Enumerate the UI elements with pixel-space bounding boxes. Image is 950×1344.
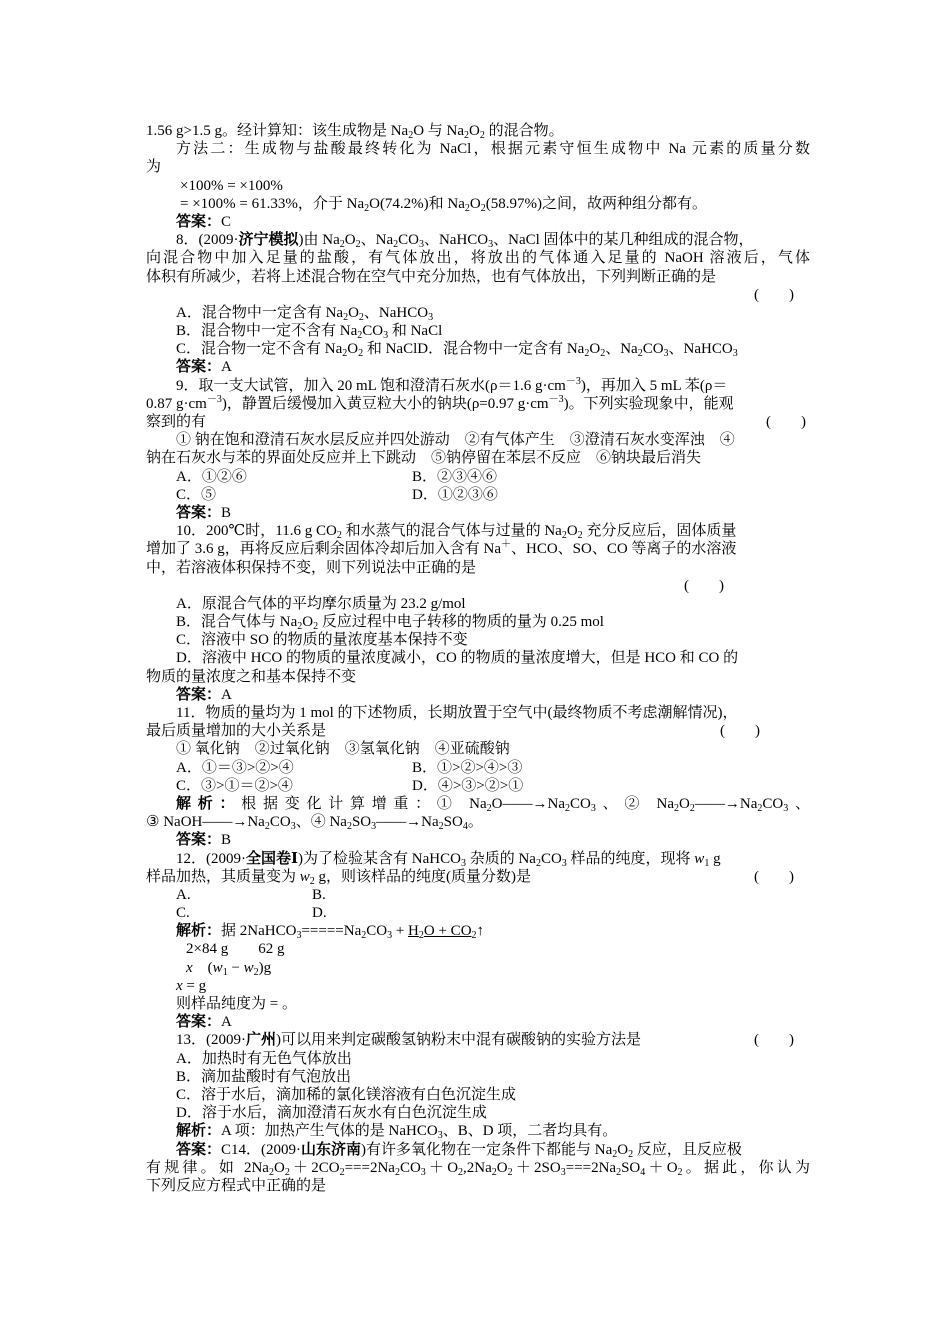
text-line: x = g bbox=[176, 977, 207, 994]
text-line: 样品加热，其质量变为 $w_2$ g，则该样品的纯度(质量分数)是 ( ) bbox=[146, 868, 794, 887]
analysis: 解析：据 $2NaHCO_3=====Na_2CO_3 + H_2O$ + $CO_2↑$ bbox=[176, 923, 485, 942]
question-9: 9．取一支大试管，加入 20 mL 饱和澄清石灰水(ρ＝1.6 $g\cdot cm^{-3}$)，再加入 5 mL 苯(ρ＝ bbox=[176, 375, 728, 394]
text-line: 物质的量浓度之和基本保持不变 bbox=[146, 668, 357, 685]
answer-bracket: ( ) bbox=[766, 414, 806, 430]
question-13: 13．(2009·广州)可以用来判定碳酸氢钠粉末中混有碳酸钠的实验方法是 ( ) bbox=[176, 1032, 794, 1049]
options-row: C．⑤ D．①②③⑥ bbox=[176, 486, 498, 503]
text-line: 答案：A bbox=[176, 1014, 232, 1031]
answer-bracket: ( ) bbox=[684, 577, 724, 594]
text-line: 向混合物中加入足量的盐酸，有气体放出，将放出的气体通入足量的 NaOH 溶液后，气体 bbox=[146, 250, 810, 267]
text-line: 1.56 g>1.5 g。经计算知：该生成物是 $Na_2O$ 与 $Na_2O_2$ 的混合物。 bbox=[146, 123, 564, 141]
answer-bracket: ( ) bbox=[754, 286, 794, 303]
option-a: A．原混合气体的平均摩尔质量为 23.2 g/mol bbox=[176, 595, 466, 612]
option-d: D．溶于水后，滴加澄清石灰水有白色沉淀生成 bbox=[176, 1105, 487, 1122]
question-11: 11．物质的量均为 1 mol 的下述物质，长期放置于空气中(最终物质不考虑潮解情况)， bbox=[176, 705, 738, 721]
text-line: 0.87 $g\cdot cm^{-3}$)，静置后缓慢加入黄豆粒大小的钠块(ρ=0.97 $g\cdot cm^{-3}$)。下列实验现象中，能观 bbox=[146, 393, 734, 412]
question-8: 8．(2009·济宁模拟)由 $Na_2O_2$、$Na_2CO_3$、NaHCO$_3$、NaCl 固体中的某几种组成的混合物， bbox=[176, 232, 754, 251]
text-line: 答案：A bbox=[176, 686, 232, 703]
option-c: C．溶于水后，滴加稀的氯化镁溶液有白色沉淀生成 bbox=[176, 1086, 517, 1103]
text-line: 察到的有 ( ) bbox=[146, 414, 806, 430]
text-line: ① 钠在饱和澄清石灰水层反应并四处游动 ②有气体产生 ③澄清石灰水变浑浊 ④ bbox=[176, 432, 735, 449]
option-c: C．溶液中 SO 的物质的量浓度基本保持不变 bbox=[176, 632, 468, 649]
options-row: A．①②⑥ B．②③④⑥ bbox=[176, 468, 498, 485]
option-b: B．混合物中一定不含有 $Na_2CO_3$ 和 NaCl bbox=[176, 323, 443, 342]
text-line: 为 bbox=[146, 159, 162, 176]
text-line: 答案：B bbox=[176, 832, 232, 849]
analysis: 解析：根据变化计算增重：① $Na_2O——\to Na_2CO_3$、② $Na_2O_2——\to Na_2CO_3$、 bbox=[176, 795, 810, 814]
text-line: 答案：B bbox=[176, 504, 232, 521]
answer-bracket: ( ) bbox=[754, 1032, 794, 1049]
option-b: B．滴加盐酸时有气泡放出 bbox=[176, 1068, 352, 1085]
question-12: 12．(2009·全国卷Ⅰ)为了检验某含有 NaHCO$_3$ 杂质的 $Na_2CO_3$ 样品的纯度，现将 $w_1$ g bbox=[176, 850, 721, 869]
text-line: ① 氧化钠 ②过氧化钠 ③氢氧化钠 ④亚硫酸钠 bbox=[176, 741, 510, 758]
text-line: ×100% = ×100% bbox=[180, 177, 283, 194]
option-a: A．混合物中一定含有 $Na_2O_2$、NaHCO$_3$ bbox=[176, 304, 434, 323]
text-line: 有规律。如 $2Na_2O_2+2CO_2===2Na_2CO_3+O_2,2Na_2O_2+2SO_3===2Na_2SO_4+O_2$。据此，你认为 bbox=[146, 1159, 810, 1177]
text-line: 答案：A bbox=[176, 359, 232, 376]
question-14: 答案：C14．(2009·山东济南)有许多氧化物在一定条件下都能与 $Na_2O_2$ 反应，且反应极 bbox=[176, 1141, 742, 1160]
options-row: A. B. bbox=[176, 886, 326, 903]
text-line: 2×84 g 62 g bbox=[186, 941, 285, 958]
text-line: 钠在石灰水与苯的界面处反应并上下跳动 ⑤钠停留在苯层不反应 ⑥钠块最后消失 bbox=[146, 450, 702, 467]
option-c: C．混合物一定不含有 $Na_2O_2$ 和 NaClD．混合物中一定含有 $Na_2O_2$、$Na_2CO_3$、NaHCO$_3$ bbox=[176, 341, 738, 360]
answer-bracket: ( ) bbox=[720, 723, 760, 740]
option-b: B．混合气体与 $Na_2O_2$ 反应过程中电子转移的物质的量为 0.25 mol bbox=[176, 614, 604, 633]
text-line: 增加了 3.6 g，再将反应后剩余固体冷却后加入含有 Na＋、HCO、SO、CO 等离子的水溶液 bbox=[146, 539, 737, 558]
text-line: x $(w_1 - w_2)g$ bbox=[186, 959, 272, 978]
options-row: C．③>①＝②>④ D．④>③>②>① bbox=[176, 777, 524, 794]
text-line: = ×100% = 61.33%，介于 $Na_2O(74.2\%)$和 $Na_2O_2(58.97\%)$之间，故两种组分都有。 bbox=[180, 195, 708, 214]
text-line: 体积有所减少，若将上述混合物在空气中充分加热，也有气体放出，下列判断正确的是 bbox=[146, 268, 717, 285]
options-row: C. D. bbox=[176, 905, 327, 922]
question-10: 10．200℃时，11.6 g $CO_2$ 和水蒸气的混合气体与过量的 $Na_2O_2$ 充分反应后，固体质量 bbox=[176, 523, 737, 542]
text-line: 则样品纯度为 = 。 bbox=[176, 996, 297, 1012]
answer-bracket: ( ) bbox=[754, 868, 794, 885]
text-line: 方法二：生成物与盐酸最终转化为 NaCl，根据元素守恒生成物中 Na 元素的质量分数 bbox=[176, 141, 810, 158]
option-a: A．加热时有无色气体放出 bbox=[176, 1050, 352, 1067]
text-line: 答案：C bbox=[176, 213, 232, 230]
text-line: ③ $NaOH——\to Na_2CO_3$、④ $Na_2SO_3——\to Na_2SO_4$。 bbox=[146, 814, 483, 833]
text-line: 下列反应方程式中正确的是 bbox=[146, 1177, 327, 1194]
analysis: 解析：A 项：加热产生气体的是 NaHCO$_3$、B、D 项，二者均具有。 bbox=[176, 1123, 618, 1142]
text-line: 最后质量增加的大小关系是 ( ) bbox=[146, 723, 760, 740]
option-d: D．溶液中 HCO 的物质的量浓度减小，CO 的物质的量浓度增大，但是 HCO 和 CO 的 bbox=[176, 650, 739, 667]
document-page bbox=[146, 122, 810, 1195]
text-line: 中，若溶液体积保持不变，则下列说法中正确的是 bbox=[146, 559, 477, 576]
options-row: A．①＝③>②>④ B．①>②>④>③ bbox=[176, 759, 523, 776]
